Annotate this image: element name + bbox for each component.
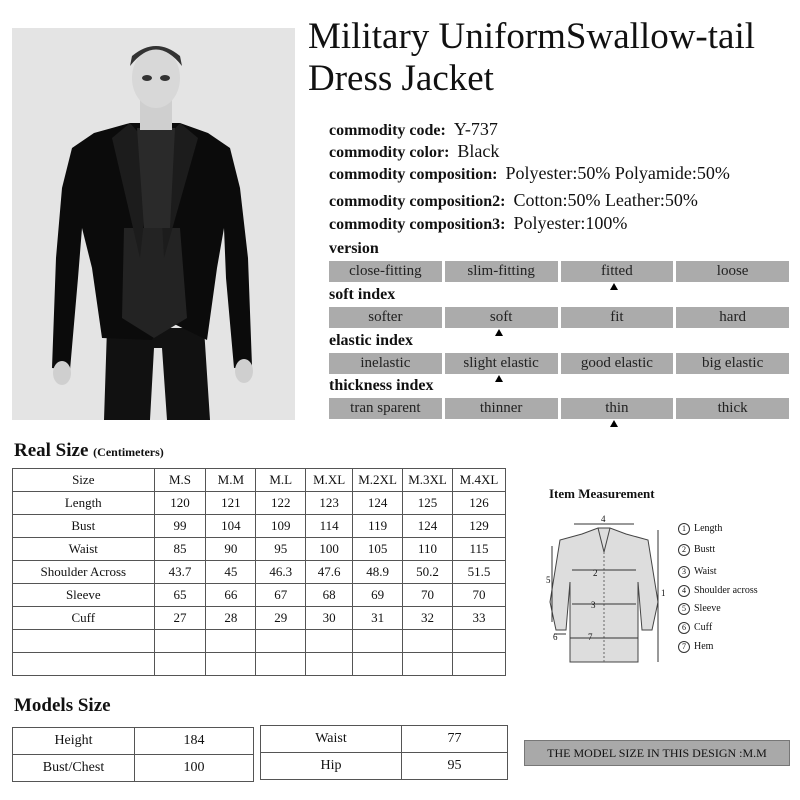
measure-marker-4: 4 [601, 514, 606, 524]
table-row [261, 726, 508, 753]
product-title: Military UniformSwallow-tail Dress Jacket [308, 16, 756, 99]
table-cell [452, 653, 505, 676]
table-cell: 69 [353, 584, 403, 607]
table-cell: 30 [306, 607, 353, 630]
table-cell: 28 [206, 607, 256, 630]
measure-marker-3: 3 [591, 600, 596, 610]
elastic-index-row [329, 353, 789, 374]
table-cell: 70 [403, 584, 453, 607]
legend-length: 1 Length [678, 523, 722, 535]
table-cell: Waist [261, 726, 402, 753]
table-row [13, 755, 254, 782]
measure-marker-5: 5 [546, 575, 551, 585]
table-cell: 95 [256, 538, 306, 561]
table-cell [353, 630, 403, 653]
thickness-index-row [329, 398, 789, 419]
measure-marker-2: 2 [593, 568, 598, 578]
legend-waist: 3 Waist [678, 566, 717, 578]
table-cell: 100 [135, 755, 254, 782]
legend-cuff: 6 Cuff [678, 622, 712, 634]
table-cell [306, 630, 353, 653]
table-header-cell: Size [13, 469, 155, 492]
table-cell: 119 [353, 515, 403, 538]
thickness-option: thick [676, 398, 789, 419]
version-option: close-fitting [329, 261, 442, 282]
table-cell [206, 630, 256, 653]
table-row [13, 728, 254, 755]
table-cell: Bust/Chest [13, 755, 135, 782]
table-header-row [13, 469, 506, 492]
table-row [261, 753, 508, 780]
table-cell [13, 630, 155, 653]
table-cell: 32 [403, 607, 453, 630]
table-header-cell: M.L [256, 469, 306, 492]
elastic-option: good elastic [561, 353, 674, 374]
elastic-marker-icon [495, 375, 503, 382]
table-cell: 125 [403, 492, 453, 515]
table-header-cell: M.4XL [452, 469, 505, 492]
models-table-left [12, 727, 254, 782]
real-size-title: Real Size (Centimeters) [14, 440, 164, 461]
table-cell: 121 [206, 492, 256, 515]
table-cell [154, 630, 206, 653]
table-cell [256, 630, 306, 653]
table-cell: Waist [13, 538, 155, 561]
models-size-title: Models Size [14, 695, 111, 716]
elastic-option: big elastic [676, 353, 789, 374]
table-cell [403, 653, 453, 676]
table-cell: Hip [261, 753, 402, 780]
version-row [329, 261, 789, 282]
table-row [13, 584, 506, 607]
table-cell: 47.6 [306, 561, 353, 584]
table-cell: 129 [452, 515, 505, 538]
table-cell: 90 [206, 538, 256, 561]
thickness-option: thin [561, 398, 674, 419]
table-row [13, 607, 506, 630]
table-cell: 85 [154, 538, 206, 561]
table-header-cell: M.2XL [353, 469, 403, 492]
table-header-cell: M.3XL [403, 469, 453, 492]
table-cell: 67 [256, 584, 306, 607]
measurement-diagram [540, 512, 670, 677]
soft-option: hard [676, 307, 789, 328]
table-row [13, 653, 506, 676]
models-table-right [260, 725, 508, 780]
table-cell: 95 [402, 753, 508, 780]
table-cell: 27 [154, 607, 206, 630]
soft-index-label: soft index [329, 286, 396, 303]
legend-bust: 2 Bustt [678, 544, 715, 556]
table-cell: 115 [452, 538, 505, 561]
table-cell: 45 [206, 561, 256, 584]
table-row [13, 630, 506, 653]
product-photo [12, 28, 295, 420]
soft-option: softer [329, 307, 442, 328]
elastic-option: inelastic [329, 353, 442, 374]
table-cell [206, 653, 256, 676]
spec-code: commodity code: Y-737 [329, 119, 498, 139]
table-cell: Cuff [13, 607, 155, 630]
soft-index-row [329, 307, 789, 328]
table-cell: 126 [452, 492, 505, 515]
measure-marker-6: 6 [553, 632, 558, 642]
thickness-marker-icon [610, 420, 618, 427]
table-cell: 100 [306, 538, 353, 561]
table-cell: 120 [154, 492, 206, 515]
table-cell: 124 [403, 515, 453, 538]
table-cell: 51.5 [452, 561, 505, 584]
table-cell: 43.7 [154, 561, 206, 584]
table-cell: Bust [13, 515, 155, 538]
table-header-cell: M.XL [306, 469, 353, 492]
table-cell: 184 [135, 728, 254, 755]
elastic-option: slight elastic [445, 353, 558, 374]
table-cell: 124 [353, 492, 403, 515]
table-cell [256, 653, 306, 676]
table-cell: 68 [306, 584, 353, 607]
table-header-cell: M.S [154, 469, 206, 492]
table-cell: 29 [256, 607, 306, 630]
soft-option: soft [445, 307, 558, 328]
table-cell [13, 653, 155, 676]
spec-composition3: commodity composition3: Polyester:100% [329, 213, 628, 233]
table-cell: 110 [403, 538, 453, 561]
table-cell: 77 [402, 726, 508, 753]
table-row [13, 561, 506, 584]
spec-composition2: commodity composition2: Cotton:50% Leather:50% [329, 190, 698, 210]
thickness-index-label: thickness index [329, 377, 434, 394]
legend-shoulder: 4 Shoulder across [678, 585, 758, 597]
table-cell: 66 [206, 584, 256, 607]
table-cell: 33 [452, 607, 505, 630]
table-cell: 99 [154, 515, 206, 538]
table-cell: 65 [154, 584, 206, 607]
table-cell: 31 [353, 607, 403, 630]
table-cell [306, 653, 353, 676]
measure-marker-7: 7 [588, 632, 593, 642]
table-cell: 123 [306, 492, 353, 515]
table-cell: 46.3 [256, 561, 306, 584]
thickness-option: thinner [445, 398, 558, 419]
soft-marker-icon [495, 329, 503, 336]
table-row [13, 538, 506, 561]
legend-sleeve: 5 Sleeve [678, 603, 721, 615]
table-cell [353, 653, 403, 676]
spec-color: commodity color: Black [329, 141, 500, 161]
table-cell: 48.9 [353, 561, 403, 584]
table-row [13, 515, 506, 538]
version-marker-icon [610, 283, 618, 290]
table-cell: 104 [206, 515, 256, 538]
table-cell: 114 [306, 515, 353, 538]
table-cell [452, 630, 505, 653]
measurement-title: Item Measurement [549, 486, 655, 501]
table-cell: 105 [353, 538, 403, 561]
version-option: slim-fitting [445, 261, 558, 282]
legend-hem: 7 Hem [678, 641, 713, 653]
version-option: loose [676, 261, 789, 282]
table-cell: 50.2 [403, 561, 453, 584]
table-header-cell: M.M [206, 469, 256, 492]
table-cell [403, 630, 453, 653]
spec-composition: commodity composition: Polyester:50% Polyamide:50% [329, 163, 730, 183]
elastic-index-label: elastic index [329, 332, 413, 349]
table-cell: 70 [452, 584, 505, 607]
version-option: fitted [561, 261, 674, 282]
table-cell: Shoulder Across [13, 561, 155, 584]
version-label: version [329, 240, 379, 257]
table-cell: 109 [256, 515, 306, 538]
size-table [12, 468, 506, 676]
table-row [13, 492, 506, 515]
table-cell: 122 [256, 492, 306, 515]
table-cell [154, 653, 206, 676]
measure-marker-1: 1 [661, 588, 666, 598]
soft-option: fit [561, 307, 674, 328]
thickness-option: tran sparent [329, 398, 442, 419]
model-size-note: THE MODEL SIZE IN THIS DESIGN :M.M [524, 740, 790, 766]
table-cell: Length [13, 492, 155, 515]
table-cell: Height [13, 728, 135, 755]
table-cell: Sleeve [13, 584, 155, 607]
